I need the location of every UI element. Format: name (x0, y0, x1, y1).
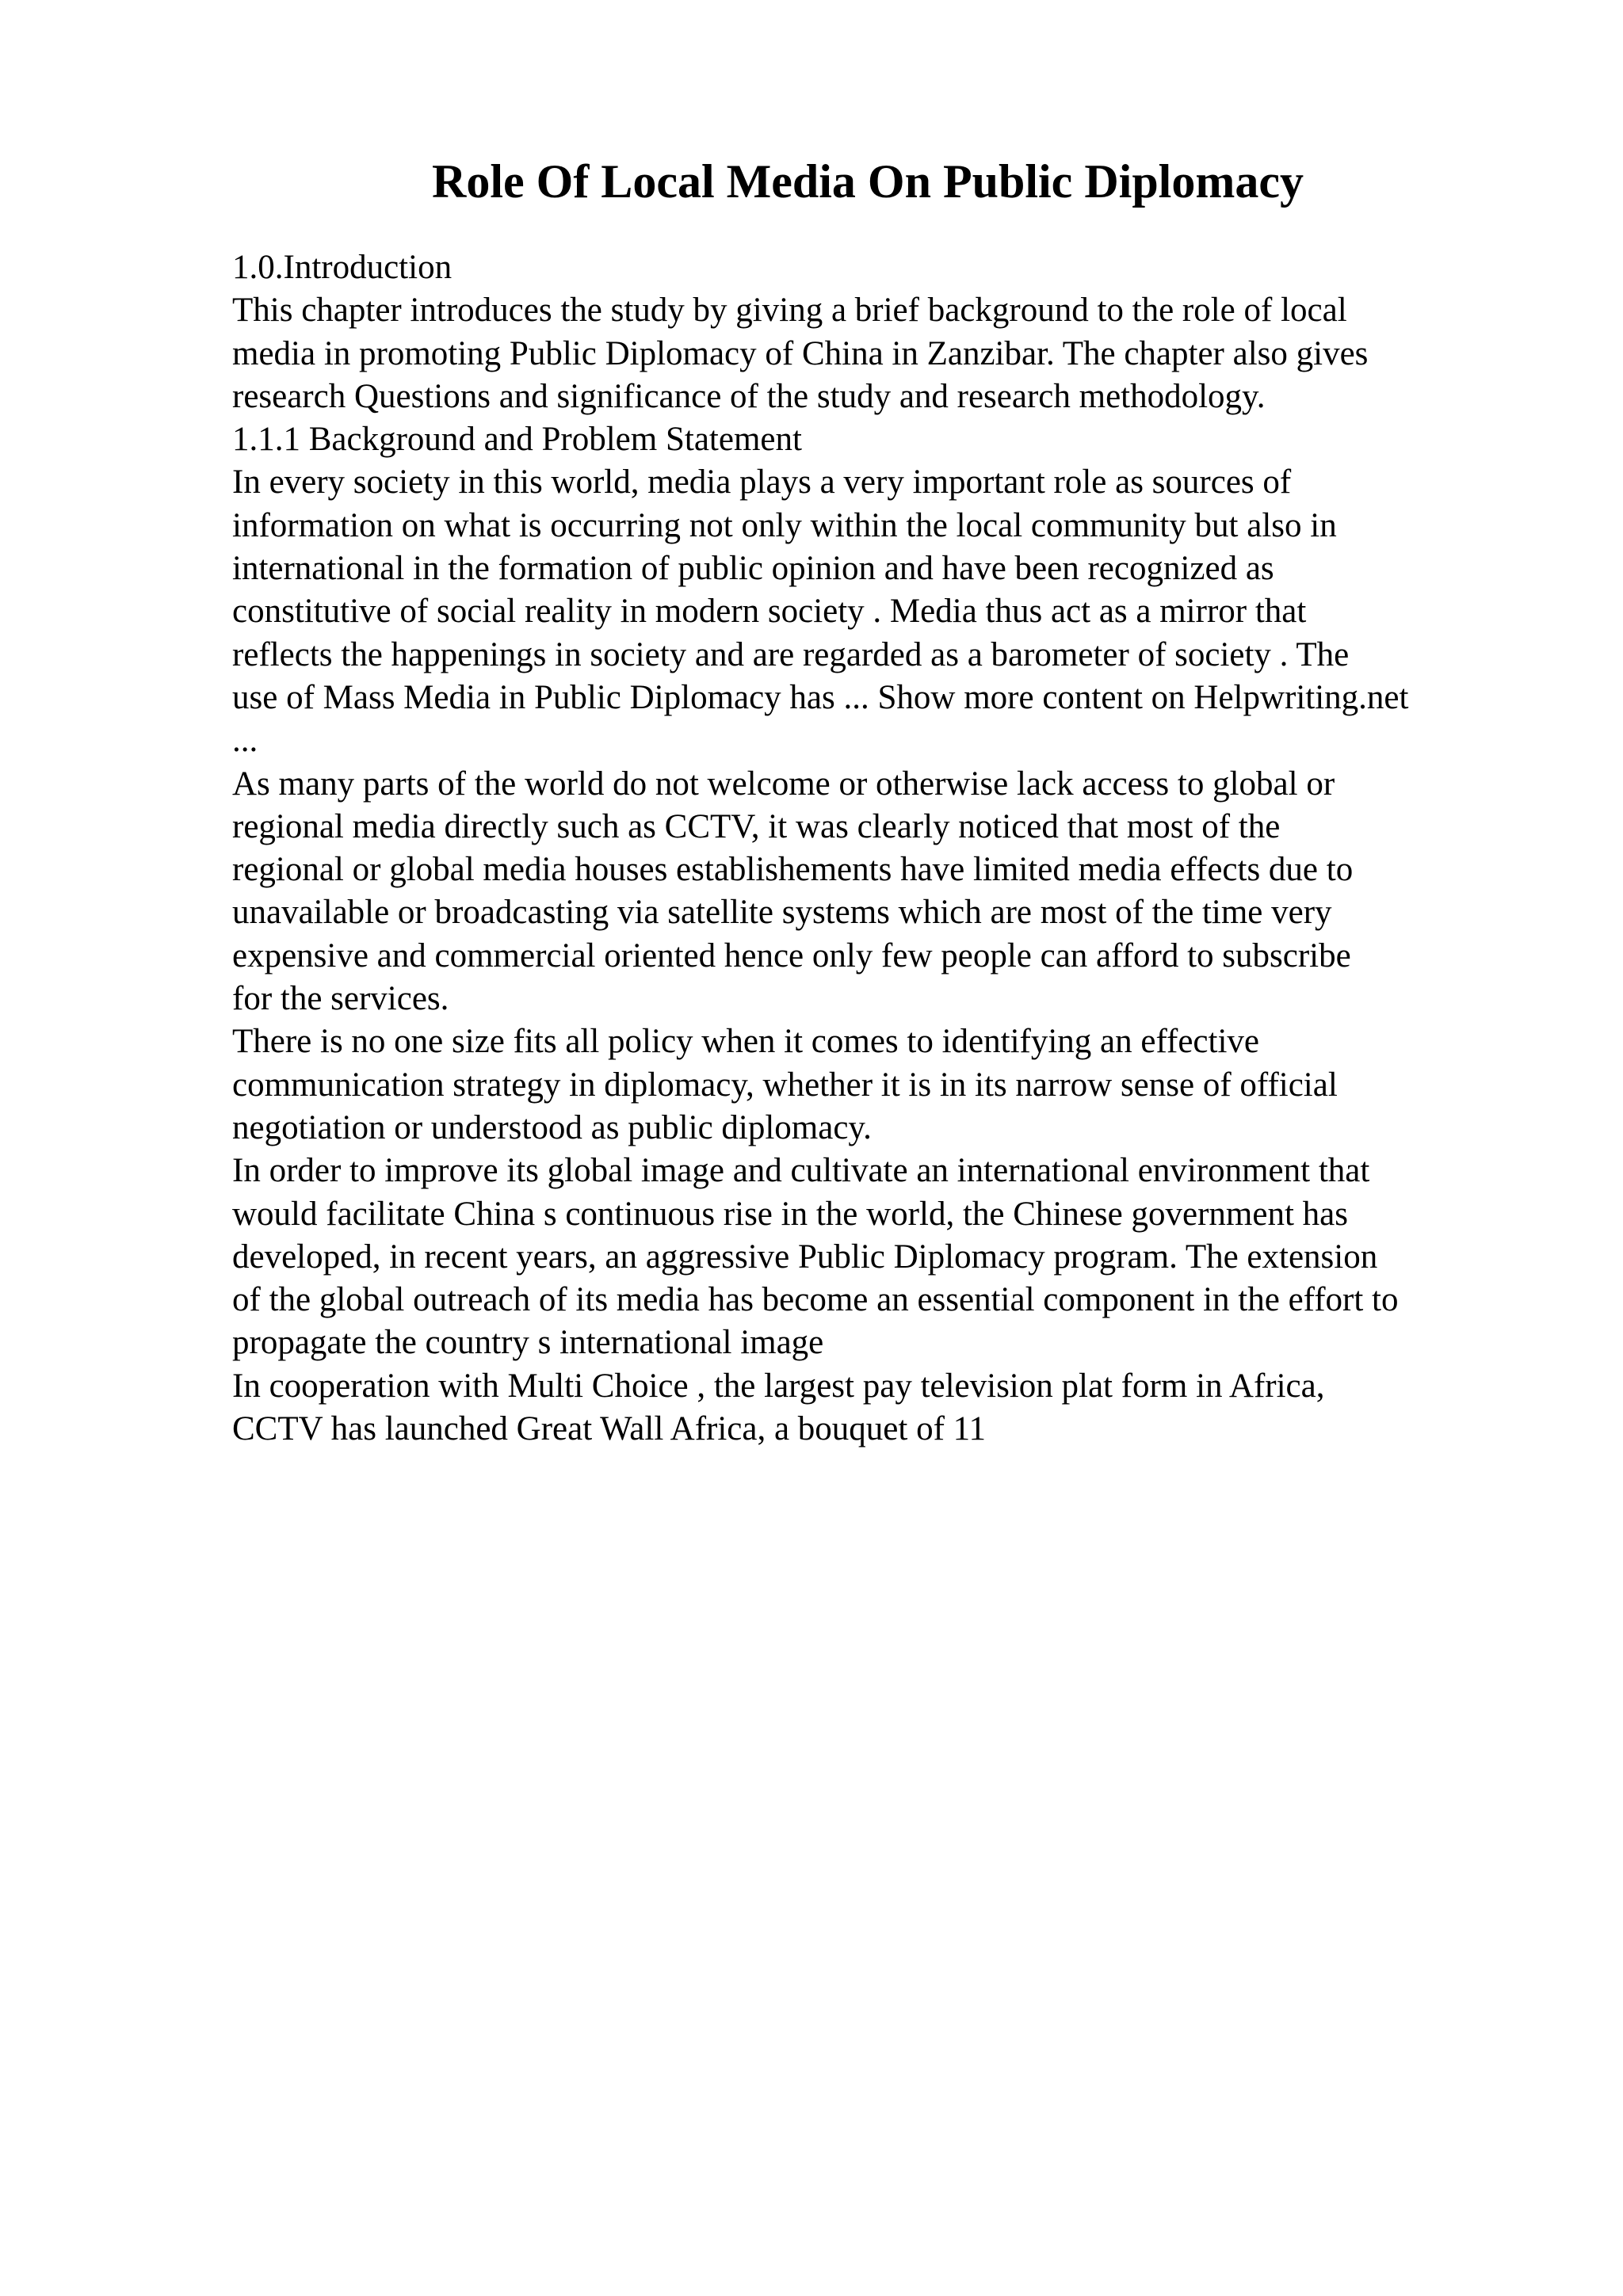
body-line: communication strategy in diplomacy, whether it is in its narrow sense of official (232, 1066, 1338, 1104)
body-line: 1.1.1 Background and Problem Statement (232, 421, 802, 459)
body-line: 1.0.Introduction (232, 249, 453, 286)
body-line: unavailable or broadcasting via satellite systems which are most of the time very (232, 894, 1332, 932)
body-line: information on what is occurring not only within the local community but also in (232, 506, 1337, 544)
body-line: reflects the happenings in society and are regarded as a barometer of society . The (232, 635, 1350, 673)
document-title: Role Of Local Media On Public Diplomacy (432, 155, 1304, 208)
body-line: propagate the country s international image (232, 1324, 824, 1362)
body-line: regional media directly such as CCTV, it was clearly noticed that most of the (232, 807, 1281, 845)
body-line: developed, in recent years, an aggressive Public Diplomacy program. The extension (232, 1238, 1378, 1276)
body-line: use of Mass Media in Public Diplomacy has ... Show more content on Helpwriting.net (232, 678, 1409, 716)
body-line: There is no one size fits all policy when it comes to identifying an effective (232, 1023, 1259, 1061)
document-body (232, 246, 1532, 1451)
body-line: for the services. (232, 980, 449, 1018)
body-line: In order to improve its global image and cultivate an international environment that (232, 1152, 1370, 1190)
body-line: CCTV has launched Great Wall Africa, a bouquet of 11 (232, 1410, 987, 1448)
body-line: international in the formation of public opinion and have been recognized as (232, 550, 1274, 588)
body-line: expensive and commercial oriented hence only few people can afford to subscribe (232, 936, 1351, 974)
body-line: In cooperation with Multi Choice , the largest pay television plat form in Africa, (232, 1367, 1325, 1405)
body-line: negotiation or understood as public diplomacy. (232, 1108, 872, 1146)
body-line: would facilitate China s continuous rise in the world, the Chinese government has (232, 1195, 1348, 1233)
body-line: of the global outreach of its media has become an essential component in the effort to (232, 1281, 1399, 1319)
body-line: As many parts of the world do not welcome or otherwise lack access to global or (232, 765, 1335, 803)
body-line: regional or global media houses establishements have limited media effects due to (232, 851, 1354, 889)
body-line: constitutive of social reality in modern society . Media thus act as a mirror that (232, 593, 1307, 631)
body-line: research Questions and significance of the study and research methodology. (232, 377, 1266, 415)
body-line: media in promoting Public Diplomacy of China in Zanzibar. The chapter also gives (232, 334, 1369, 372)
body-line: ... (232, 722, 258, 760)
body-line: This chapter introduces the study by giving a brief background to the role of local (232, 292, 1347, 330)
body-line: In every society in this world, media plays a very important role as sources of (232, 463, 1292, 502)
